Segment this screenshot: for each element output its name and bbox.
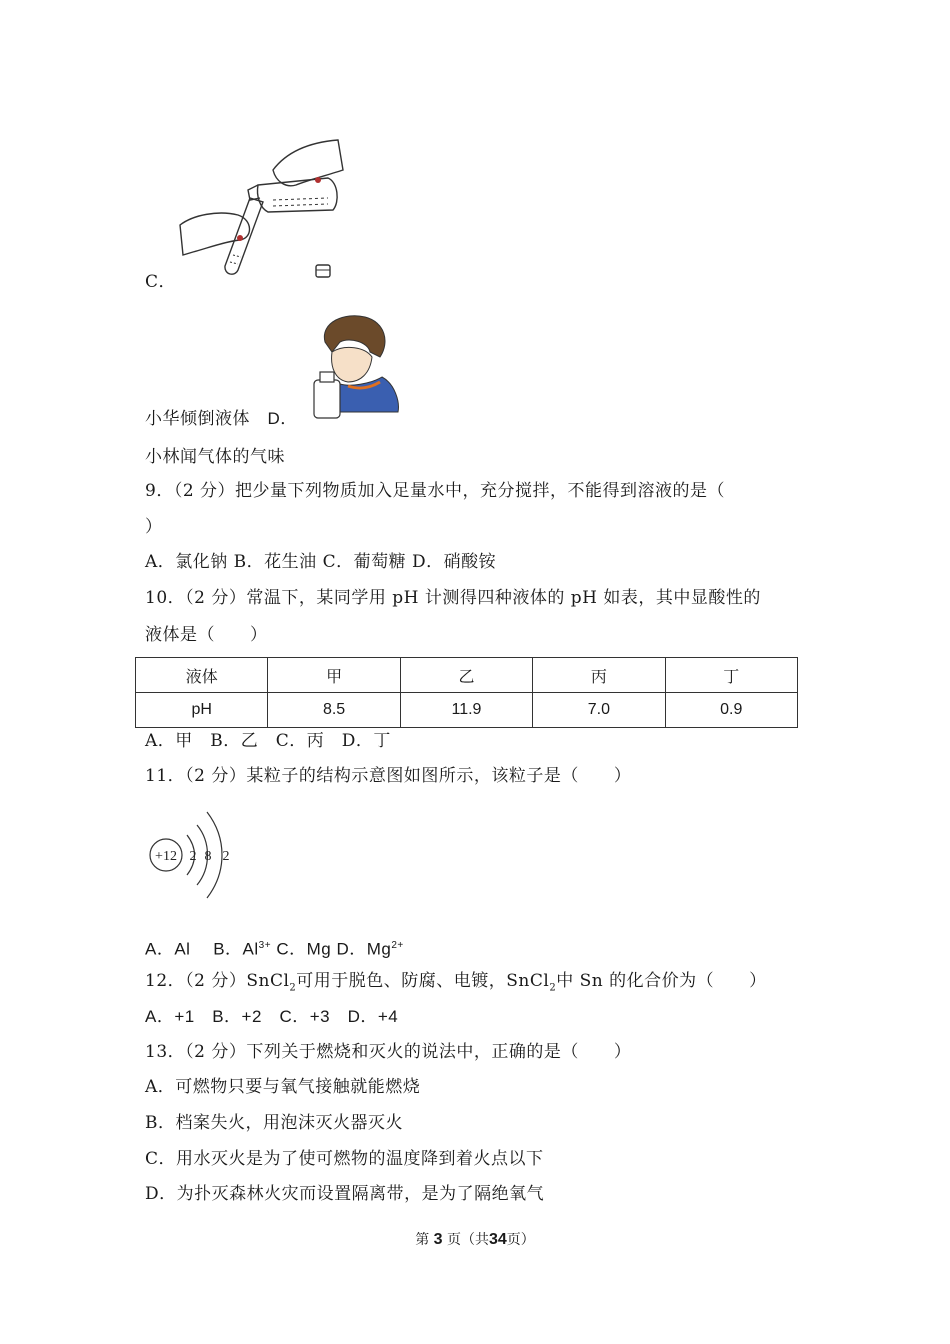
- q11-option-d-charge: 2+: [391, 940, 404, 951]
- shell-1-electrons: 2: [189, 849, 197, 864]
- table-header-cell: 甲: [268, 658, 400, 693]
- atom-structure-diagram: [145, 800, 245, 910]
- total-pages: 34: [489, 1231, 507, 1248]
- q9-stem-cont: ）: [145, 517, 163, 537]
- q12-subscript-1: 2: [289, 982, 297, 994]
- q10-options: A．甲 B．乙 C．丙 D．丁: [145, 731, 391, 751]
- q13-option-b: B．档案失火，用泡沫灭火器灭火: [145, 1113, 403, 1133]
- q8-option-c-caption-line: [145, 408, 298, 430]
- table-header-cell: 乙: [400, 658, 532, 693]
- footer-pre: 第: [415, 1232, 430, 1248]
- q12-subscript-2: 2: [549, 982, 557, 994]
- q10-stem-cont: 液体是（ ）: [145, 625, 268, 645]
- table-cell: 8.5: [268, 693, 400, 728]
- table-cell: 11.9: [400, 693, 532, 728]
- q11-option-b-charge: 3+: [258, 940, 272, 951]
- smelling-gas-figure: [310, 312, 405, 422]
- table-header-cell: 丁: [665, 658, 797, 693]
- q10-stem: 10．（2 分）常温下，某同学用 pH 计测得四种液体的 pH 如表，其中显酸性的: [145, 588, 761, 608]
- table-row: [136, 693, 798, 728]
- q13-option-d: D．为扑灭森林火灾而设置隔离带，是为了隔绝氧气: [145, 1184, 545, 1204]
- q13-option-c: C．用水灭火是为了使可燃物的温度降到着火点以下: [145, 1149, 544, 1169]
- q8-option-d-label: D．: [267, 409, 298, 428]
- q11-option-a: A．Al: [145, 939, 191, 959]
- footer-post: 页）: [506, 1232, 535, 1248]
- q13-option-a: A．可燃物只要与氧气接触就能燃烧: [145, 1077, 421, 1097]
- table-row: [136, 658, 798, 693]
- q12-mid: 可用于脱色、防腐、电镀，SnCl: [296, 971, 550, 991]
- pouring-liquid-figure: [178, 130, 348, 280]
- shell-3-electrons: 2: [222, 849, 230, 864]
- q8-option-d-caption: 小林闻气体的气味: [145, 447, 285, 467]
- q9-options: A．氯化钠 B．花生油 C．葡萄糖 D．硝酸铵: [145, 552, 497, 572]
- shell-2-electrons: 8: [204, 849, 212, 864]
- ph-table: [135, 657, 798, 728]
- nucleus-label: +12: [155, 849, 177, 864]
- table-header-cell: 丙: [533, 658, 665, 693]
- page-number: 3: [433, 1231, 443, 1248]
- q11-option-d: D．Mg: [336, 939, 392, 959]
- q12-prefix: 12．（2 分）SnCl: [145, 971, 290, 991]
- q11-stem: 11．（2 分）某粒子的结构示意图如图所示，该粒子是（ ）: [145, 766, 632, 786]
- q8-option-c-label: C．: [145, 272, 177, 292]
- table-cell: 7.0: [533, 693, 665, 728]
- q12-options: A．+1 B．+2 C．+3 D．+4: [145, 1007, 399, 1026]
- q12-suffix: 中 Sn 的化合价为（ ）: [556, 971, 767, 991]
- q11-option-b: B．Al: [213, 939, 259, 959]
- q11-options: [145, 935, 404, 961]
- table-cell: pH: [136, 693, 268, 728]
- table-header-cell: 液体: [136, 658, 268, 693]
- table-cell: 0.9: [665, 693, 797, 728]
- q12-stem: [145, 970, 767, 999]
- page-footer: [0, 1229, 950, 1249]
- q8-option-c-caption: 小华倾倒液体: [145, 409, 250, 429]
- q11-option-c: C．Mg: [276, 939, 332, 959]
- q9-stem: 9．（2 分）把少量下列物质加入足量水中，充分搅拌，不能得到溶液的是（: [145, 481, 726, 501]
- q13-stem: 13．（2 分）下列关于燃烧和灭火的说法中，正确的是（ ）: [145, 1042, 632, 1062]
- footer-mid: 页（共: [447, 1232, 489, 1248]
